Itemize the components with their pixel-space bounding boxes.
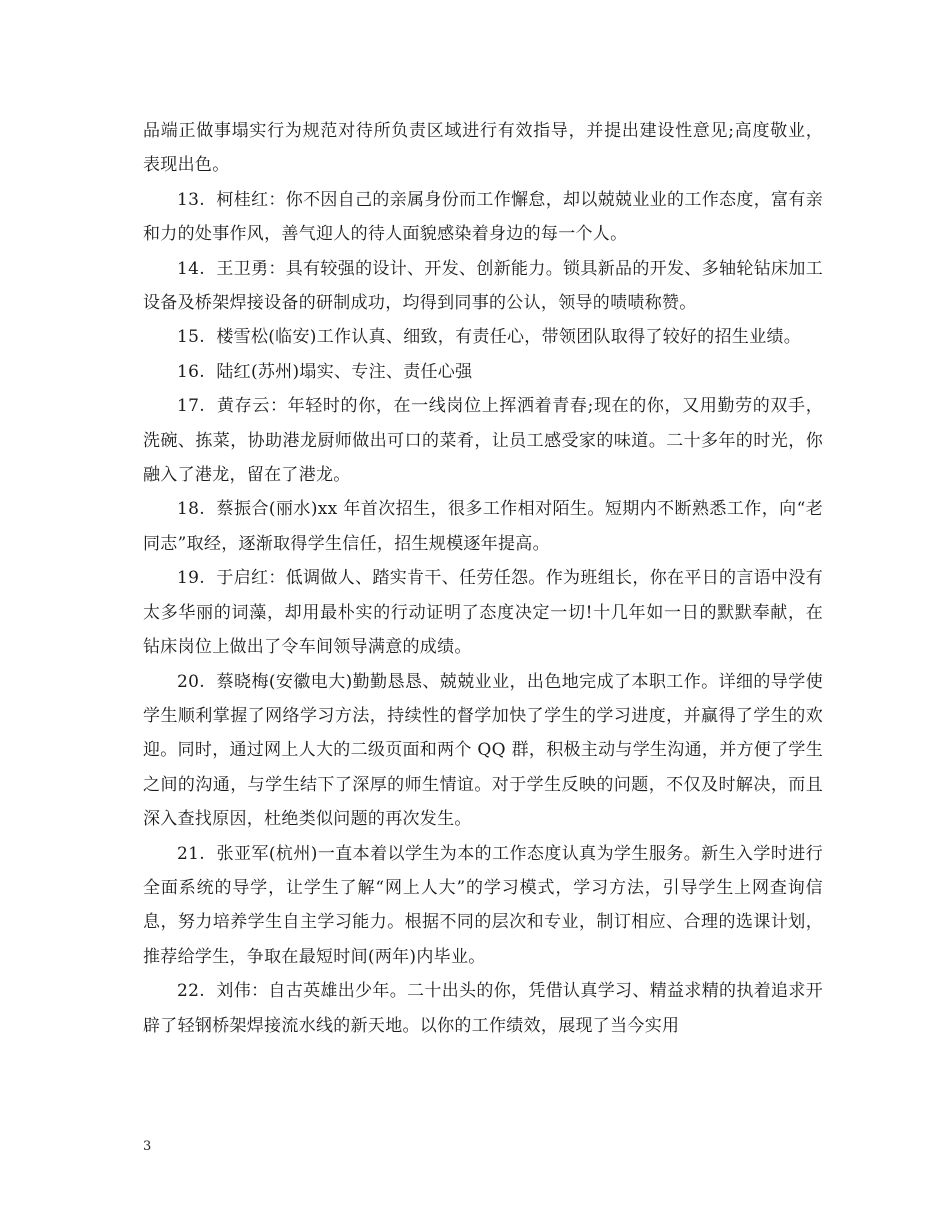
paragraph-item-19: 19. 于启红：低调做人、踏实肯干、任劳任怨。作为班组长，你在平日的言语中没有太多华丽的词藻，却用最朴实的行动证明了态度决定一切!十几年如一日的默默奉献，在钻床岗位上做出了令车间领导满意的成绩。 — [143, 568, 823, 658]
paragraph-item-18: 18. 蔡振合(丽水)xx 年首次招生，很多工作相对陌生。短期内不断熟悉工作，向“老同志”取经，逐渐取得学生信任，招生规模逐年提高。 — [143, 499, 823, 554]
paragraph-continuation: 品端正做事塌实行为规范对待所负责区域进行有效指导，并提出建设性意见;高度敬业，表现出色。 — [143, 121, 823, 176]
paragraph-item-15: 15. 楼雪松(临安)工作认真、细致，有责任心，带领团队取得了较好的招生业绩。 — [177, 327, 802, 348]
paragraph-item-16: 16. 陆红(苏州)塌实、专注、责任心强 — [177, 361, 473, 382]
paragraph-item-14: 14. 王卫勇：具有较强的设计、开发、创新能力。锁具新品的开发、多轴轮钻床加工设备及桥架焊接设备的研制成功，均得到同事的公认，领导的啧啧称赞。 — [143, 258, 823, 314]
paragraph-item-22: 22. 刘伟：自古英雄出少年。二十出头的你，凭借认真学习、精益求精的执着追求开辟了轻钢桥架焊接流水线的新天地。以你的工作绩效，展现了当今实用 — [143, 981, 823, 1036]
paragraph-item-13: 13. 柯桂红：你不因自己的亲属身份而工作懈怠，却以兢兢业业的工作态度，富有亲和力的处事作风，善气迎人的待人面貌感染着身边的每一个人。 — [143, 189, 823, 245]
document-body — [143, 114, 823, 1043]
paragraph-item-20: 20. 蔡晓梅(安徽电大)勤勤恳恳、兢兢业业，出色地完成了本职工作。详细的导学使学生顺利掌握了网络学习方法，持续性的督学加快了学生的学习进度，并赢得了学生的欢迎。同时，通过网上人大的二级页面和两个 QQ 群，积极主动与学生沟通，并方便了学生之间的沟通，与学生结下了深厚的师生情谊。对于学生反映的问题，不仅及时解决，而且深入查找原因，杜绝类似问题的再次发生。 — [143, 671, 823, 830]
paragraph-item-17: 17. 黄存云：年轻时的你，在一线岗位上挥洒着青春;现在的你，又用勤劳的双手，洗碗、拣菜，协助港龙厨师做出可口的菜肴，让员工感受家的味道。二十多年的时光，你融入了港龙，留在了港龙。 — [143, 396, 823, 486]
paragraph-item-21: 21. 张亚军(杭州)一直本着以学生为本的工作态度认真为学生服务。新生入学时进行全面系统的导学，让学生了解“网上人大”的学习模式，学习方法，引导学生上网查询信息，努力培养学生自主学习能力。根据不同的层次和专业，制订相应、合理的选课计划，推荐给学生，争取在最短时间(两年)内毕业。 — [143, 843, 823, 967]
page-number: 3 — [143, 1139, 152, 1154]
